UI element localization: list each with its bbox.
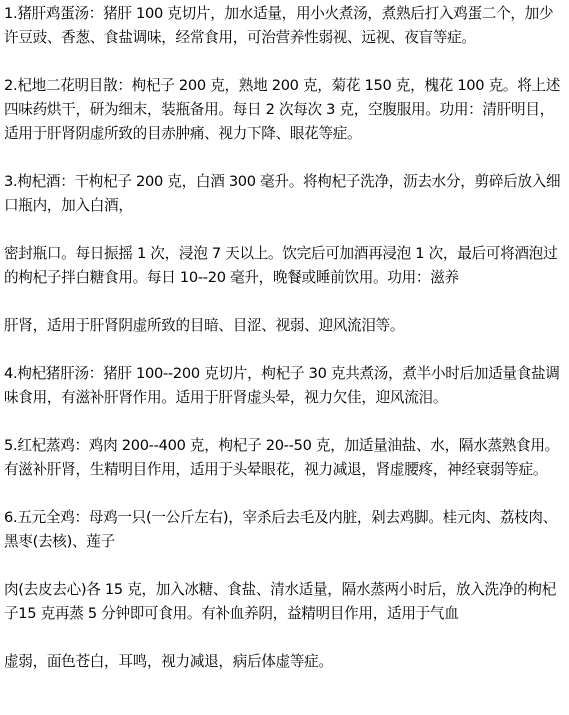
recipe-2-paragraph: 2.杞地二花明目散：枸杞子 200 克，熟地 200 克，菊花 150 克，槐花 100 克。将上述四味药烘干，研为细末，装瓶备用。每日 2 次每次 3 克，空腹服用。功用：清肝明目，适用于肝肾阴虚所致的目赤肿痛、视力下降、眼花等症。 xyxy=(4,77,561,142)
recipe-6-paragraph: 6.五元全鸡：母鸡一只(一公斤左右)，宰杀后去毛及内脏，剁去鸡脚。桂元肉、荔枝肉、黑枣(去核)、莲子 xyxy=(4,509,557,550)
recipe-4-paragraph: 4.枸杞猪肝汤：猪肝 100--200 克切片，枸杞子 30 克共煮汤，煮半小时后加适量食盐调味食用，有滋补肝肾作用。适用于肝肾虚头晕，视力欠佳，迎风流泪。 xyxy=(4,365,560,406)
recipe-1-paragraph: 1.猪肝鸡蛋汤：猪肝 100 克切片，加水适量，用小火煮汤，煮熟后打入鸡蛋二个，加少许豆豉、香葱、食盐调味，经常食用，可治营养性弱视、远视、夜盲等症。 xyxy=(4,5,554,46)
recipe-6-continued-paragraph: 肉(去皮去心)各 15 克，加入冰糖、食盐、清水适量，隔水蒸两小时后，放入洗净的枸杞子15 克再蒸 5 分钟即可食用。有补血养阴，益精明目作用，适用于气血 xyxy=(4,581,557,622)
recipe-3-continued-paragraph: 密封瓶口。每日振摇 1 次，浸泡 7 天以上。饮完后可加酒再浸泡 1 次，最后可将酒泡过的枸杞子拌白糖食用。每日 10--20 毫升，晚餐或睡前饮用。功用：滋养 xyxy=(4,245,558,286)
recipe-6-end-paragraph: 虚弱，面色苍白，耳鸣，视力减退，病后体虚等症。 xyxy=(4,653,333,670)
recipe-3-end-paragraph: 肝肾，适用于肝肾阴虚所致的目暗、目涩、视弱、迎风流泪等。 xyxy=(4,317,405,334)
recipe-5-paragraph: 5.红杞蒸鸡：鸡肉 200--400 克，枸杞子 20--50 克，加适量油盐、水，隔水蒸熟食用。有滋补肝肾，生精明目作用，适用于头晕眼花，视力减退，肾虚腰疼，神经衰弱等症。 xyxy=(4,437,559,478)
recipe-3-paragraph: 3.枸杞酒：干枸杞子 200 克，白酒 300 毫升。将枸杞子洗净，沥去水分，剪碎后放入细口瓶内，加入白酒， xyxy=(4,173,561,214)
